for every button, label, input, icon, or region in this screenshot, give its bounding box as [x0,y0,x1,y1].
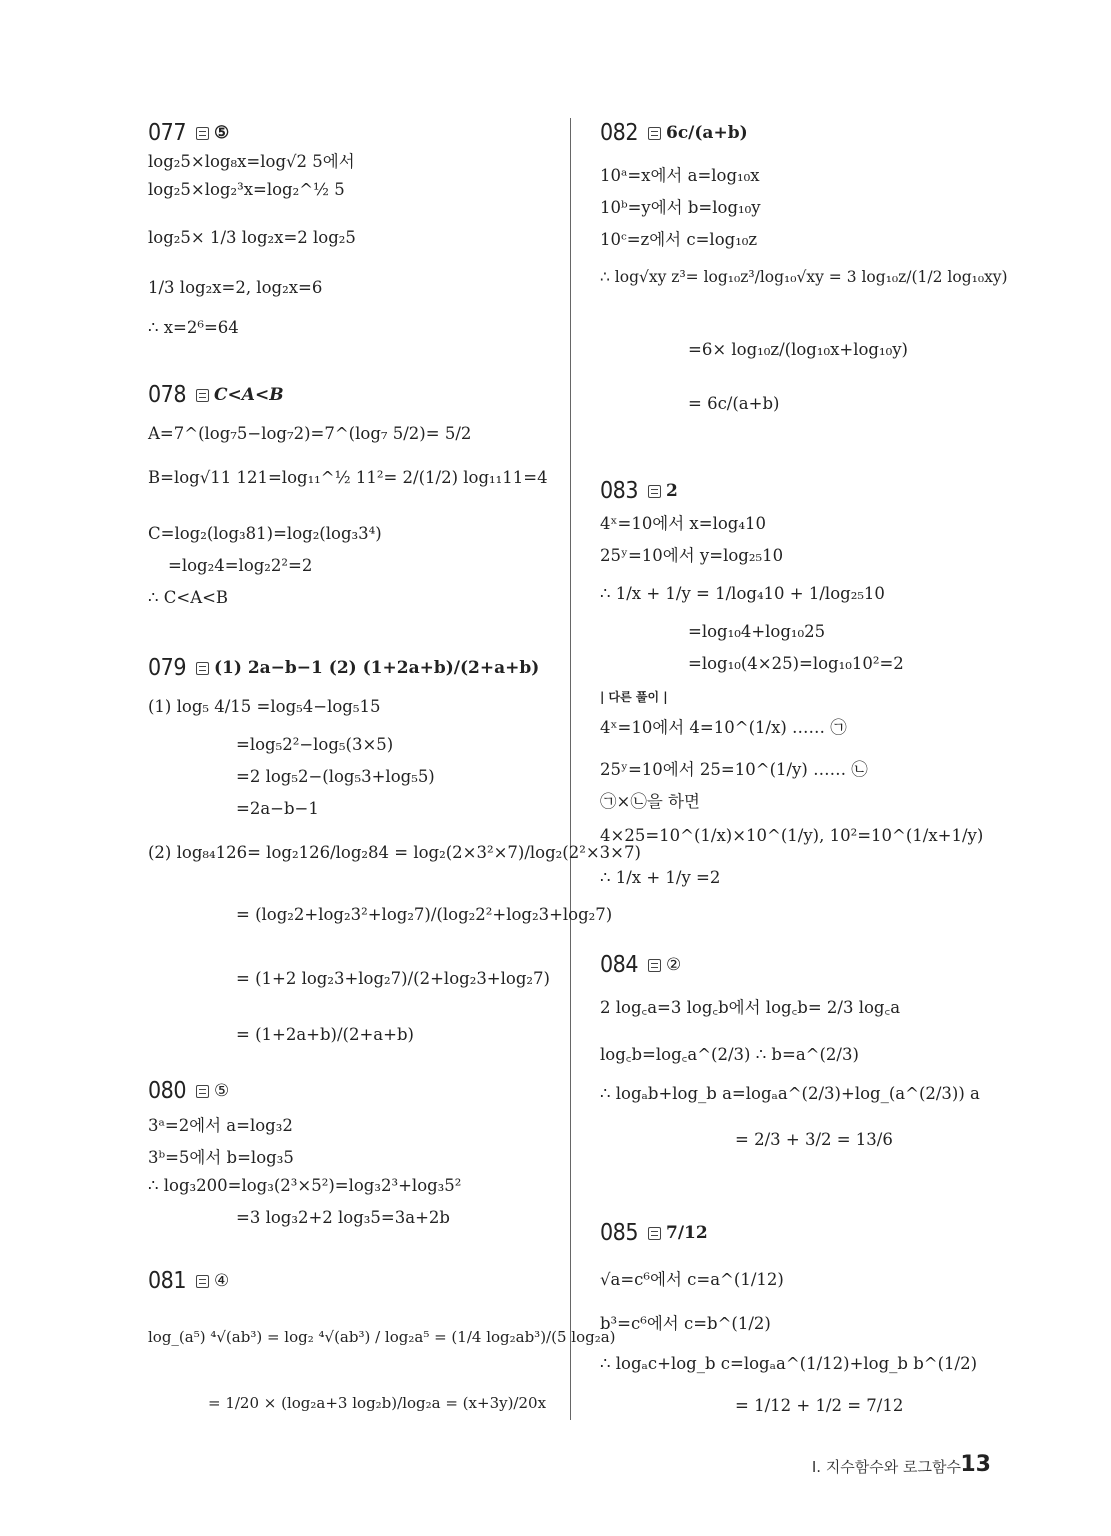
column-divider [570,118,571,1420]
problem-081 [148,1266,616,1412]
problem-number: 083 [600,478,638,504]
problem-answer: ⑤ [214,1081,230,1101]
solution-line: B=log√11 121=log₁₁^½ 11²= 2/(1/2) log₁₁11=4 [148,468,548,487]
solution-line: =log₁₀(4×25)=log₁₀10²=2 [688,654,904,673]
problem-answer: ④ [214,1271,230,1291]
solution-line: log₂5× 1/3 log₂x=2 log₂5 [148,228,356,247]
problem-085 [600,1218,1020,1415]
answer-icon [196,662,209,675]
problem-header [600,950,1020,980]
solution-line: √a=c⁶에서 c=a^(1/12) [600,1270,784,1289]
solution-line: = 6c/(a+b) [688,394,780,413]
solution-line: =log₁₀4+log₁₀25 [688,622,826,641]
answer-icon [196,1275,209,1288]
problem-header [600,1218,1020,1248]
problem-number: 084 [600,952,638,978]
problem-number: 077 [148,120,186,146]
solution-line: = 1/20 × (log₂a+3 log₂b)/log₂a = (x+3y)/20x [208,1394,547,1412]
solution-line: =2a−b−1 [236,799,319,818]
problem-number: 082 [600,120,638,146]
solution-line: ∴ C<A<B [148,588,229,607]
solution-line: 4ˣ=10에서 x=log₄10 [600,514,766,533]
solution-line: =log₅2²−log₅(3×5) [236,735,394,754]
solution-line: b³=c⁶에서 c=b^(1/2) [600,1314,771,1333]
problem-084 [600,950,1020,1149]
solution-line: = (1+2 log₂3+log₂7)/(2+log₂3+log₂7) [236,969,550,988]
problem-answer: (1) 2a−b−1 (2) (1+2a+b)/(2+a+b) [214,658,540,678]
problem-answer: 7/12 [666,1223,708,1243]
solution-line: 3ᵃ=2에서 a=log₃2 [148,1116,293,1135]
answer-icon [648,127,661,140]
problem-082 [600,118,1020,413]
solution-line: log_(a⁵) ⁴√(ab³) = log₂ ⁴√(ab³) / log₂a⁵ = (1/4 log₂ab³)/(5 log₂a) [148,1328,616,1346]
answer-icon [648,1227,661,1240]
chapter-title: Ⅰ. 지수함수와 로그함수 [811,1458,961,1476]
problem-answer: 6c/(a+b) [666,123,748,143]
problem-header [148,1266,553,1296]
solution-line: 25ʸ=10에서 y=log₂₅10 [600,546,784,565]
problem-number: 079 [148,655,186,681]
alt-solution-line: 4ˣ=10에서 4=10^(1/x) …… ㉠ [600,718,847,737]
solution-line: ∴ log√xy z³= log₁₀z³/log₁₀√xy = 3 log₁₀z/(1/2 log₁₀xy) [600,268,1008,286]
problem-number: 080 [148,1078,186,1104]
problem-080 [148,1076,553,1227]
problem-number: 078 [148,382,186,408]
alt-solution-line: ∴ 1/x + 1/y =2 [600,868,721,887]
solution-line: log₂5×log₈x=log√2 5에서 [148,152,355,171]
problem-answer: C<A<B [214,385,284,405]
problem-header [148,653,553,683]
solution-line: =3 log₃2+2 log₃5=3a+2b [236,1208,450,1227]
problem-header [148,380,553,410]
answer-icon [648,959,661,972]
solution-line: = 2/3 + 3/2 = 13/6 [735,1130,893,1149]
problem-header [600,476,1020,506]
answer-icon [196,1085,209,1098]
alternative-solution-label: | 다른 풀이 | [600,690,668,704]
answer-icon [648,485,661,498]
problem-answer: ⑤ [214,123,230,143]
solution-line: log₂5×log₂³x=log₂^½ 5 [148,180,345,199]
solution-line: 2 log꜀a=3 log꜀b에서 log꜀b= 2/3 log꜀a [600,998,901,1017]
alt-solution-line: 25ʸ=10에서 25=10^(1/y) …… ㉡ [600,760,868,779]
problem-083 [600,476,1020,887]
solution-line: 3ᵇ=5에서 b=log₃5 [148,1148,294,1167]
alt-solution-line: 4×25=10^(1/x)×10^(1/y), 10²=10^(1/x+1/y) [600,826,984,845]
answer-icon [196,127,209,140]
page-number: 13 [960,1452,991,1477]
solution-line: (2) log₈₄126= log₂126/log₂84 = log₂(2×3²×7)/log₂(2²×3×7) [148,843,641,862]
solution-line: ∴ logₐb+log_b a=logₐa^(2/3)+log_(a^(2/3)) a [600,1084,980,1103]
solution-line: =2 log₅2−(log₅3+log₅5) [236,767,435,786]
solution-line: = (log₂2+log₂3²+log₂7)/(log₂2²+log₂3+log₂7) [236,905,613,924]
problem-number: 085 [600,1220,638,1246]
problem-077 [148,118,553,337]
problem-answer: ② [666,955,682,975]
solution-line: =6× log₁₀z/(log₁₀x+log₁₀y) [688,340,908,359]
problem-answer: 2 [666,481,678,501]
solution-line: ∴ x=2⁶=64 [148,318,239,337]
solution-line: 10ᵇ=y에서 b=log₁₀y [600,198,761,217]
solution-line: =log₂4=log₂2²=2 [168,556,313,575]
solution-line: = (1+2a+b)/(2+a+b) [236,1025,414,1044]
answer-icon [196,389,209,402]
solution-line: C=log₂(log₃81)=log₂(log₃3⁴) [148,524,382,543]
problem-header [148,1076,553,1106]
solution-line: log꜀b=log꜀a^(2/3) ∴ b=a^(2/3) [600,1045,859,1064]
problem-078 [148,380,553,607]
solution-line: ∴ 1/x + 1/y = 1/log₄10 + 1/log₂₅10 [600,584,885,603]
solution-line: 10ᵃ=x에서 a=log₁₀x [600,166,760,185]
solution-line: ∴ log₃200=log₃(2³×5²)=log₃2³+log₃5² [148,1176,462,1195]
solution-line: ∴ logₐc+log_b c=logₐa^(1/12)+log_b b^(1/2) [600,1354,978,1373]
problem-header [600,118,1020,148]
alt-solution-line: ㉠×㉡을 하면 [600,792,700,811]
solution-line: 10ᶜ=z에서 c=log₁₀z [600,230,758,249]
solution-line: (1) log₅ 4/15 =log₅4−log₅15 [148,697,381,716]
solution-line: A=7^(log₇5−log₇2)=7^(log₇ 5/2)= 5/2 [148,424,472,443]
solution-line: = 1/12 + 1/2 = 7/12 [735,1396,904,1415]
problem-header [148,118,553,148]
solution-line: 1/3 log₂x=2, log₂x=6 [148,278,323,297]
problem-number: 081 [148,1268,186,1294]
